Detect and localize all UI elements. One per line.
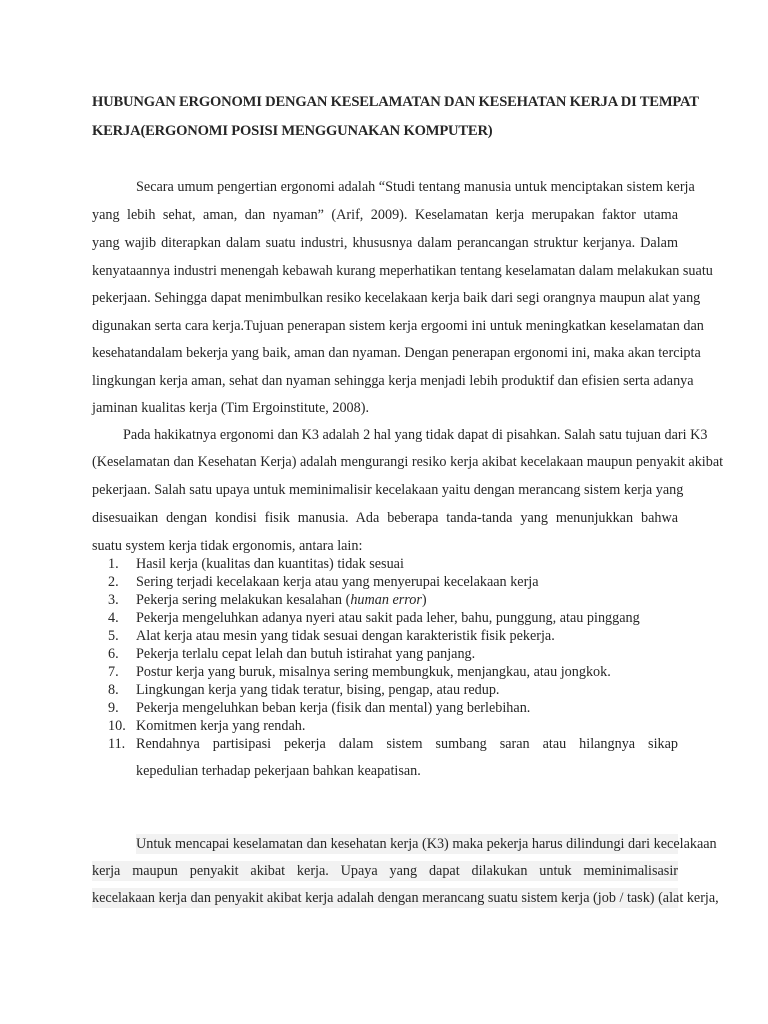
paragraph-line: kerja maupun penyakit akibat kerja. Upaya yang dapat dilakukan untuk meminimalisasir xyxy=(92,863,678,879)
list-item xyxy=(108,627,555,645)
document-title-line-1: HUBUNGAN ERGONOMI DENGAN KESELAMATAN DAN KESEHATAN KERJA DI TEMPAT xyxy=(92,94,699,110)
list-item-text: Lingkungan kerja yang tidak teratur, bising, pengap, atau redup. xyxy=(136,682,500,698)
list-item-text xyxy=(136,592,427,608)
list-item-number: 1. xyxy=(108,556,119,572)
list-item-number: 4. xyxy=(108,610,119,626)
list-item-number: 8. xyxy=(108,682,119,698)
paragraph-line: kecelakaan kerja dan penyakit akibat kerja adalah dengan merancang suatu sistem kerja (job / task) (alat kerja, xyxy=(92,890,719,906)
list-item-text-before: Pekerja sering melakukan kesalahan ( xyxy=(136,592,351,608)
list-item xyxy=(108,699,530,717)
list-item-number: 5. xyxy=(108,628,119,644)
paragraph-line: lingkungan kerja aman, sehat dan nyaman sehingga kerja menjadi lebih produktif dan efisien serta adanya xyxy=(92,373,694,389)
list-item-text-after: ) xyxy=(421,592,427,608)
paragraph-line: jaminan kualitas kerja (Tim Ergoinstitute, 2008). xyxy=(92,400,370,416)
list-item-text-emphasis: human error xyxy=(350,592,422,608)
list-item-number: 9. xyxy=(108,700,119,716)
list-item xyxy=(108,609,640,627)
document-title-line-2: KERJA(ERGONOMI POSISI MENGGUNAKAN KOMPUTER) xyxy=(92,123,493,139)
paragraph-line: kesehatandalam bekerja yang baik, aman dan nyaman. Dengan penerapan ergonomi ini, maka akan tercipta xyxy=(92,345,701,361)
paragraph-line: yang wajib diterapkan dalam suatu industri, khususnya dalam perancangan struktur kerjanya. Dalam xyxy=(92,235,678,251)
list-item-text: Pekerja mengeluhkan beban kerja (fisik dan mental) yang berlebihan. xyxy=(136,700,531,716)
paragraph-line: disesuaikan dengan kondisi fisik manusia. Ada beberapa tanda-tanda yang menunjukkan bahwa xyxy=(92,510,678,526)
list-item-text: Pekerja terlalu cepat lelah dan butuh istirahat yang panjang. xyxy=(136,646,476,662)
list-item xyxy=(108,645,475,663)
list-item-text: Pekerja mengeluhkan adanya nyeri atau sakit pada leher, bahu, punggung, atau pinggang xyxy=(136,610,640,626)
list-item-number: 10. xyxy=(108,718,126,734)
list-item xyxy=(108,573,539,591)
list-item-number: 2. xyxy=(108,574,119,590)
paragraph-line: kenyataannya industri menengah kebawah kurang meperhatikan tentang keselamatan dalam melakukan suatu xyxy=(92,263,713,279)
list-item xyxy=(108,735,678,753)
list-item-text: Hasil kerja (kualitas dan kuantitas) tidak sesuai xyxy=(136,556,404,572)
paragraph-line: yang lebih sehat, aman, dan nyaman” (Arif, 2009). Keselamatan kerja merupakan faktor utama xyxy=(92,207,678,223)
list-item-number: 11. xyxy=(108,736,126,752)
paragraph-line: (Keselamatan dan Kesehatan Kerja) adalah mengurangi resiko kerja akibat kecelakaan maupun penyakit akibat xyxy=(92,454,724,470)
list-item xyxy=(108,663,611,681)
list-item xyxy=(108,591,427,609)
paragraph-line: pekerjaan. Sehingga dapat menimbulkan resiko kecelakaan kerja baik dari segi orangnya maupun alat yang xyxy=(92,290,701,306)
list-item xyxy=(108,555,404,573)
list-item-text: Postur kerja yang buruk, misalnya sering membungkuk, menjangkau, atau jongkok. xyxy=(136,664,611,680)
list-item-number: 3. xyxy=(108,592,119,608)
list-item xyxy=(108,717,305,735)
paragraph-line: Pada hakikatnya ergonomi dan K3 adalah 2 hal yang tidak dapat di pisahkan. Salah satu tujuan dari K3 xyxy=(123,427,708,443)
list-item-text: Sering terjadi kecelakaan kerja atau yang menyerupai kecelakaan kerja xyxy=(136,574,539,590)
paragraph-line: Secara umum pengertian ergonomi adalah “Studi tentang manusia untuk menciptakan sistem kerja xyxy=(136,179,695,195)
paragraph-line: pekerjaan. Salah satu upaya untuk meminimalisir kecelakaan yaitu dengan merancang sistem kerja yang xyxy=(92,482,684,498)
list-item-text: Alat kerja atau mesin yang tidak sesuai dengan karakteristik fisik pekerja. xyxy=(136,628,555,644)
paragraph-line: Untuk mencapai keselamatan dan kesehatan kerja (K3) maka pekerja harus dilindungi dari kecelakaan xyxy=(136,836,717,852)
list-item-number: 7. xyxy=(108,664,119,680)
paragraph-line: digunakan serta cara kerja.Tujuan penerapan sistem kerja ergoomi ini untuk meningkatkan keselamatan dan xyxy=(92,318,704,334)
list-item xyxy=(108,681,499,699)
paragraph-line: suatu system kerja tidak ergonomis, antara lain: xyxy=(92,538,363,554)
list-item-text: Rendahnya partisipasi pekerja dalam sistem sumbang saran atau hilangnya sikap xyxy=(136,736,678,752)
list-item-number: 6. xyxy=(108,646,119,662)
list-item-continuation: kepedulian terhadap pekerjaan bahkan keapatisan. xyxy=(136,763,421,779)
list-item-text: Komitmen kerja yang rendah. xyxy=(136,718,306,734)
